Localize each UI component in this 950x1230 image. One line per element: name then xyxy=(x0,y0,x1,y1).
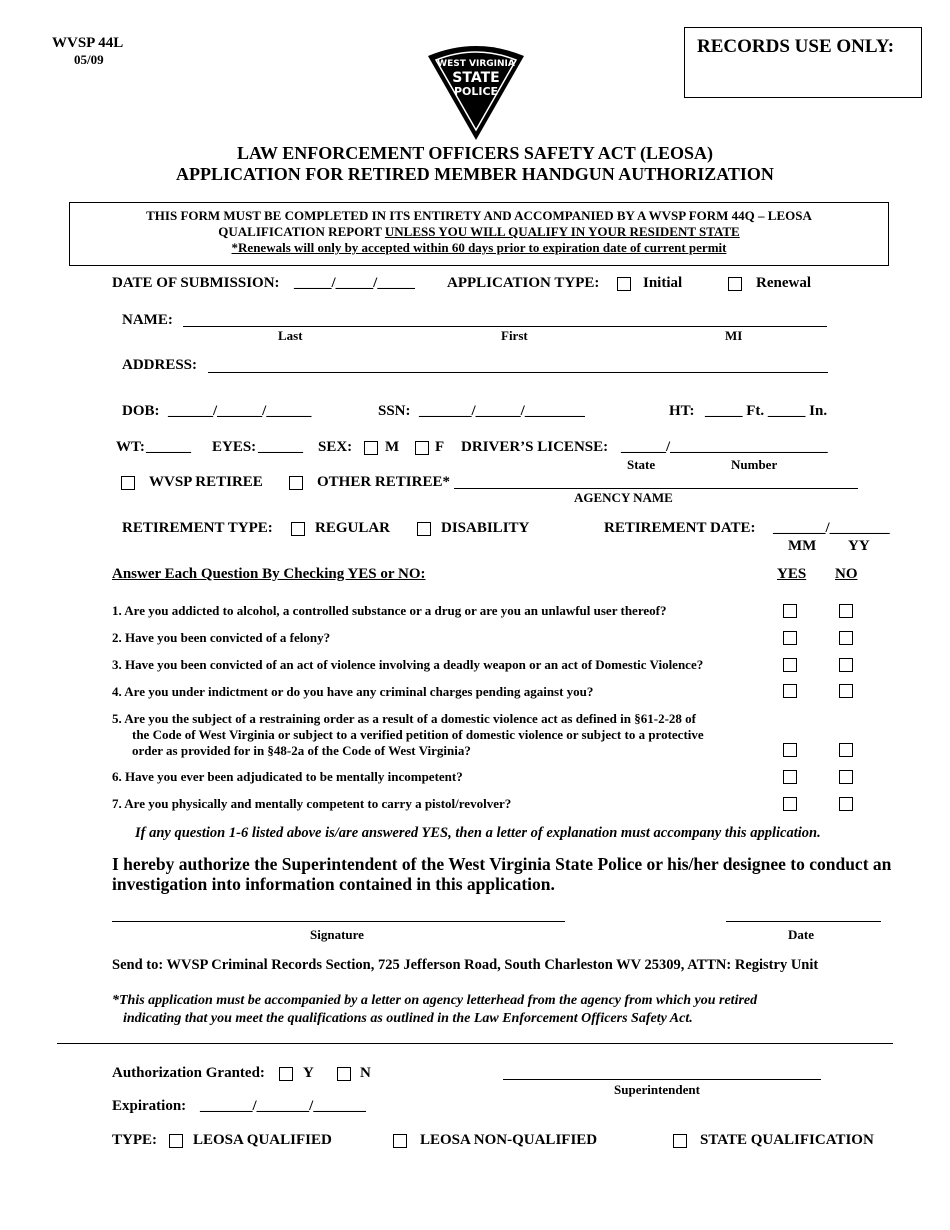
agency-name-label: AGENCY NAME xyxy=(574,490,673,505)
question-5-line-2: the Code of West Virginia or subject to a verified petition of domestic violence or subject to a protective xyxy=(132,727,704,742)
first-label: First xyxy=(501,328,528,343)
expiration-field[interactable]: _______/_______/_______ xyxy=(200,1098,366,1114)
question-5-line-3: order as provided for in §48-2a of the Code of West Virginia? xyxy=(132,743,471,758)
drivers-license-label: DRIVER’S LICENSE: xyxy=(461,439,609,455)
state-police-logo xyxy=(424,42,528,142)
state-label: State xyxy=(627,457,656,472)
drivers-license-field[interactable]: ______/_____________________ xyxy=(621,439,828,455)
q6-no-checkbox[interactable] xyxy=(839,770,853,784)
eyes-label: EYES: xyxy=(212,439,257,455)
form-id: WVSP 44L xyxy=(52,35,124,51)
application-type-label: APPLICATION TYPE: xyxy=(447,275,600,291)
question-2: 2. Have you been convicted of a felony? xyxy=(112,630,331,645)
q3-yes-checkbox[interactable] xyxy=(783,658,797,672)
dob-field[interactable]: ______/______/______ xyxy=(168,403,312,419)
explanation-note: If any question 1-6 listed above is/are answered YES, then a letter of explanation must accompany this application. xyxy=(135,825,821,841)
disability-label: DISABILITY xyxy=(441,520,530,536)
disability-checkbox[interactable] xyxy=(417,522,431,536)
auth-n-checkbox[interactable] xyxy=(337,1067,351,1081)
no-heading: NO xyxy=(835,566,858,582)
sex-m-checkbox[interactable] xyxy=(364,441,378,455)
other-retiree-label: OTHER RETIREE* xyxy=(317,474,450,490)
notice-line-2: QUALIFICATION REPORT UNLESS YOU WILL QUALIFY IN YOUR RESIDENT STATE xyxy=(218,224,740,239)
address-label: ADDRESS: xyxy=(122,357,198,373)
name-field[interactable] xyxy=(183,326,827,327)
logo-text-2: STATE xyxy=(452,70,500,86)
send-to: Send to: WVSP Criminal Records Section, 725 Jefferson Road, South Charleston WV 25309, ATTN: Registry Unit xyxy=(112,957,819,973)
renewal-checkbox[interactable] xyxy=(728,277,742,291)
question-1: 1. Are you addicted to alcohol, a controlled substance or a drug or are you an unlawful user thereof? xyxy=(112,603,667,618)
questions-heading: Answer Each Question By Checking YES or NO: xyxy=(112,566,426,582)
signature-label: Signature xyxy=(310,927,364,942)
agency-name-field[interactable] xyxy=(454,488,858,489)
regular-checkbox[interactable] xyxy=(291,522,305,536)
sex-m-label: M xyxy=(385,439,400,455)
wt-label: WT: xyxy=(116,439,145,455)
wvsp-retiree-label: WVSP RETIREE xyxy=(149,474,263,490)
wvsp-retiree-checkbox[interactable] xyxy=(121,476,135,490)
auth-n-label: N xyxy=(360,1065,371,1081)
date-label: Date xyxy=(788,927,814,942)
divider xyxy=(57,1043,893,1044)
records-use-box xyxy=(684,27,922,98)
superintendent-field[interactable] xyxy=(503,1079,821,1080)
q7-yes-checkbox[interactable] xyxy=(783,797,797,811)
retirement-date-label: RETIREMENT DATE: xyxy=(604,520,756,536)
auth-y-checkbox[interactable] xyxy=(279,1067,293,1081)
type-label: TYPE: xyxy=(112,1132,157,1148)
notice-line-3: *Renewals will only by accepted within 60 days prior to expiration date of current permit xyxy=(231,240,727,255)
title-line-2: APPLICATION FOR RETIRED MEMBER HANDGUN AUTHORIZATION xyxy=(176,164,774,184)
number-label: Number xyxy=(731,457,778,472)
renewal-label: Renewal xyxy=(756,275,811,291)
q5-yes-checkbox[interactable] xyxy=(783,743,797,757)
ht-field[interactable]: _____ Ft. _____ In. xyxy=(705,403,828,419)
q4-yes-checkbox[interactable] xyxy=(783,684,797,698)
footnote-line-2: indicating that you meet the qualifications as outlined in the Law Enforcement Officers Safety Act. xyxy=(123,1011,693,1026)
q2-yes-checkbox[interactable] xyxy=(783,631,797,645)
superintendent-label: Superintendent xyxy=(614,1082,700,1097)
leosa-non-qualified-checkbox[interactable] xyxy=(393,1134,407,1148)
wt-field[interactable]: ______ xyxy=(146,439,191,455)
state-qualification-label: STATE QUALIFICATION xyxy=(700,1132,874,1148)
q4-no-checkbox[interactable] xyxy=(839,684,853,698)
expiration-label: Expiration: xyxy=(112,1098,187,1114)
q1-yes-checkbox[interactable] xyxy=(783,604,797,618)
logo-text-3: POLICE xyxy=(453,85,499,98)
question-5: 5. Are you the subject of a restraining order as a result of a domestic violence act as defined in §61-2-28 of xyxy=(112,711,696,726)
q7-no-checkbox[interactable] xyxy=(839,797,853,811)
state-qualification-checkbox[interactable] xyxy=(673,1134,687,1148)
authorization-granted-label: Authorization Granted: xyxy=(112,1065,265,1081)
notice-line-1: THIS FORM MUST BE COMPLETED IN ITS ENTIRETY AND ACCOMPANIED BY A WVSP FORM 44Q – LEOSA xyxy=(146,208,812,223)
auth-y-label: Y xyxy=(303,1065,314,1081)
last-label: Last xyxy=(278,328,303,343)
retirement-date-field[interactable]: _______/________ xyxy=(773,520,890,536)
mi-label: MI xyxy=(725,328,743,343)
title-line-1: LAW ENFORCEMENT OFFICERS SAFETY ACT (LEOSA) xyxy=(237,143,713,163)
address-field[interactable] xyxy=(208,372,828,373)
form-date: 05/09 xyxy=(74,52,104,67)
question-4: 4. Are you under indictment or do you have any criminal charges pending against you? xyxy=(112,684,594,699)
leosa-qualified-checkbox[interactable] xyxy=(169,1134,183,1148)
regular-label: REGULAR xyxy=(315,520,391,536)
sex-f-checkbox[interactable] xyxy=(415,441,429,455)
initial-label: Initial xyxy=(643,275,683,291)
footnote-line-1: *This application must be accompanied by a letter on agency letterhead from the agency from which you retired xyxy=(112,993,758,1008)
q6-yes-checkbox[interactable] xyxy=(783,770,797,784)
date-field[interactable] xyxy=(726,921,881,922)
dob-label: DOB: xyxy=(122,403,160,419)
question-6: 6. Have you ever been adjudicated to be mentally incompetent? xyxy=(112,769,463,784)
signature-field[interactable] xyxy=(112,921,565,922)
ssn-label: SSN: xyxy=(378,403,411,419)
name-label: NAME: xyxy=(122,312,173,328)
leosa-non-qualified-label: LEOSA NON-QUALIFIED xyxy=(420,1132,598,1148)
logo-text-1: WEST VIRGINIA xyxy=(437,59,515,69)
q1-no-checkbox[interactable] xyxy=(839,604,853,618)
yy-label: YY xyxy=(848,538,870,554)
q5-no-checkbox[interactable] xyxy=(839,743,853,757)
eyes-field[interactable]: ______ xyxy=(258,439,303,455)
q2-no-checkbox[interactable] xyxy=(839,631,853,645)
authorize-line-1: I hereby authorize the Superintendent of the West Virginia State Police or his/her designee to conduct an xyxy=(112,854,892,874)
yes-heading: YES xyxy=(777,566,807,582)
sex-label: SEX: xyxy=(318,439,353,455)
ht-label: HT: xyxy=(669,403,695,419)
other-retiree-checkbox[interactable] xyxy=(289,476,303,490)
records-use-label: RECORDS USE ONLY: xyxy=(697,36,895,57)
q3-no-checkbox[interactable] xyxy=(839,658,853,672)
initial-checkbox[interactable] xyxy=(617,277,631,291)
authorize-line-2: investigation into information contained in this application. xyxy=(112,874,555,894)
ssn-field[interactable]: _______/______/________ xyxy=(419,403,585,419)
question-7: 7. Are you physically and mentally competent to carry a pistol/revolver? xyxy=(112,796,512,811)
question-3: 3. Have you been convicted of an act of violence involving a deadly weapon or an act of Domestic Violence? xyxy=(112,657,704,672)
date-of-submission-label: DATE OF SUBMISSION: xyxy=(112,275,280,291)
date-of-submission-field[interactable]: _____/_____/_____ xyxy=(294,275,415,291)
sex-f-label: F xyxy=(435,439,445,455)
leosa-qualified-label: LEOSA QUALIFIED xyxy=(193,1132,332,1148)
retirement-type-label: RETIREMENT TYPE: xyxy=(122,520,273,536)
mm-label: MM xyxy=(788,538,817,554)
